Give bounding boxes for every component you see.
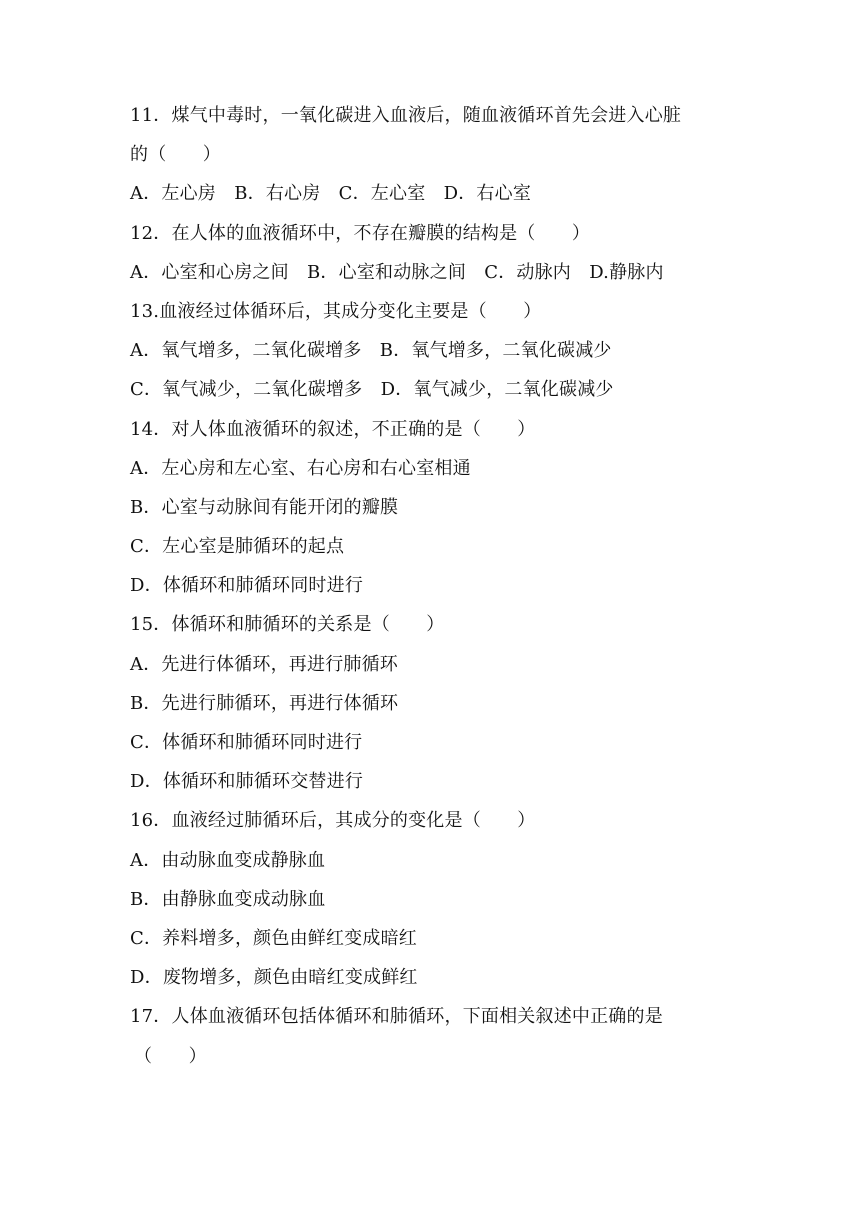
option-line: A．先进行体循环，再进行肺循环: [130, 653, 398, 675]
question-12: [130, 214, 740, 292]
option-line: B．由静脉血变成动脉血: [130, 888, 326, 910]
option-line: C．体循环和肺循环同时进行: [130, 732, 363, 753]
question-stem-line: 12．在人体的血液循环中，不存在瓣膜的结构是（ ）: [130, 222, 591, 244]
question-stem-line: 13.血液经过体循环后，其成分变化主要是（ ）: [130, 300, 542, 322]
option-line: C．左心室是肺循环的起点: [130, 536, 345, 558]
option-line: C．氧气减少，二氧化碳增多 D．氧气减少，二氧化碳减少: [130, 379, 614, 401]
question-stem-line: 16．血液经过肺循环后，其成分的变化是（ ）: [130, 810, 536, 832]
option-line: A．氧气增多，二氧化碳增多 B．氧气增多，二氧化碳减少: [130, 340, 612, 362]
question-11: [130, 96, 740, 214]
option-line: B．心室与动脉间有能开闭的瓣膜: [130, 496, 399, 518]
question-stem-line: 14．对人体血液循环的叙述，不正确的是（ ）: [130, 418, 536, 440]
option-line: A．由动脉血变成静脉血: [130, 849, 326, 871]
option-line: D．废物增多，颜色由暗红变成鲜红: [130, 967, 418, 989]
option-line: D．体循环和肺循环交替进行: [130, 771, 364, 793]
question-stem-line: 15．体循环和肺循环的关系是（ ）: [130, 614, 445, 636]
question-17: [130, 997, 740, 1075]
question-13: [130, 292, 740, 410]
document-page: [130, 96, 740, 1076]
option-line: C．养料增多，颜色由鲜红变成暗红: [130, 927, 417, 949]
option-line: D．体循环和肺循环同时进行: [130, 575, 364, 597]
question-14: [130, 410, 740, 606]
option-line: A．心室和心房之间 B．心室和动脉之间 C．动脉内 D.静脉内: [130, 261, 664, 283]
question-stem-line: 11．煤气中毒时，一氧化碳进入血液后，随血液循环首先会进入心脏: [130, 105, 682, 126]
question-stem-line: 17．人体血液循环包括体循环和肺循环，下面相关叙述中正确的是: [130, 1006, 663, 1028]
question-15: [130, 605, 740, 801]
question-16: [130, 801, 740, 997]
question-stem-line: （ ）: [134, 1045, 207, 1067]
option-line: B．先进行肺循环，再进行体循环: [130, 692, 399, 714]
question-stem-line: 的（ ）: [130, 144, 221, 166]
option-line: A．左心房 B．右心房 C．左心室 D．右心室: [130, 183, 532, 205]
option-line: A．左心房和左心室、右心房和右心室相通: [130, 457, 471, 479]
